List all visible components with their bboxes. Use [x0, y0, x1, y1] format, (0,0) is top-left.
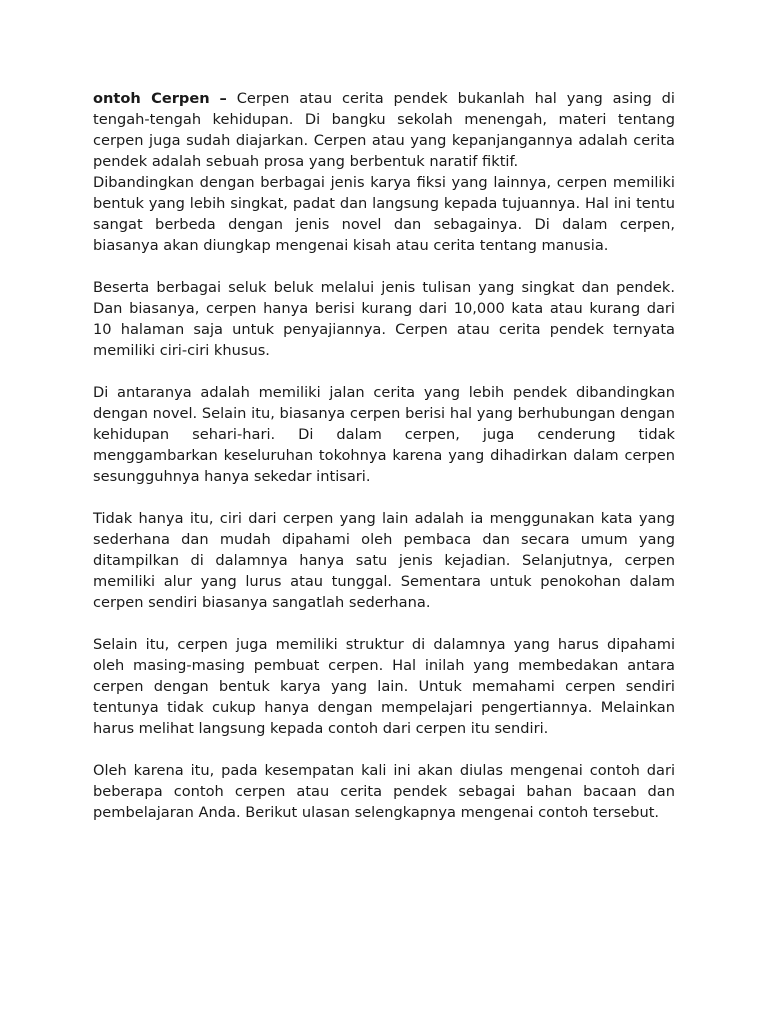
lead-title: ontoh Cerpen — [93, 90, 210, 107]
lead-dash: – — [219, 90, 227, 107]
paragraph-1-text: Cerpen atau cerita pendek bukanlah hal yang asing di tengah-tengah kehidupan. Di bangku sekolah menengah, materi tentang cerpen juga sudah diajarkan. Cerpen atau yang kepanjangannya adalah cerita pendek adalah sebuah prosa yang berbentuk naratif fiktif. — [93, 90, 675, 170]
paragraph-2: Dibandingkan dengan berbagai jenis karya fiksi yang lainnya, cerpen memiliki bentuk yang lebih singkat, padat dan langsung kepada tujuannya. Hal ini tentu sangat berbeda dengan jenis novel dan sebagainya. Di dalam cerpen, biasanya akan diungkap mengenai kisah atau cerita tentang manusia. — [93, 174, 675, 254]
paragraph-3: Beserta berbagai seluk beluk melalui jenis tulisan yang singkat dan pendek. Dan biasanya, cerpen hanya berisi kurang dari 10,000 kata atau kurang dari 10 halaman saja untuk penyajiannya. Cerpen atau cerita pendek ternyata memiliki ciri-ciri khusus. — [93, 279, 675, 359]
document-body — [93, 88, 675, 844]
paragraph-6: Selain itu, cerpen juga memiliki struktur di dalamnya yang harus dipahami oleh masing-masing pembuat cerpen. Hal inilah yang membedakan antara cerpen dengan bentuk karya yang lain. Untuk memahami cerpen sendiri tentunya tidak cukup hanya dengan mempelajari pengertiannya. Melainkan harus melihat langsung kepada contoh dari cerpen itu sendiri. — [93, 636, 675, 737]
paragraph-intro — [93, 88, 675, 172]
paragraph-7: Oleh karena itu, pada kesempatan kali ini akan diulas mengenai contoh dari beberapa contoh cerpen atau cerita pendek sebagai bahan bacaan dan pembelajaran Anda. Berikut ulasan selengkapnya mengenai contoh tersebut. — [93, 762, 675, 821]
paragraph-4: Di antaranya adalah memiliki jalan cerita yang lebih pendek dibandingkan dengan novel. Selain itu, biasanya cerpen berisi hal yang berhubungan dengan kehidupan sehari-hari. Di dalam cerpen, juga cenderung tidak menggambarkan keseluruhan tokohnya karena yang dihadirkan dalam cerpen sesungguhnya hanya sekedar intisari. — [93, 384, 675, 485]
paragraph-5: Tidak hanya itu, ciri dari cerpen yang lain adalah ia menggunakan kata yang sederhana dan mudah dipahami oleh pembaca dan secara umum yang ditampilkan di dalamnya hanya satu jenis kejadian. Selanjutnya, cerpen memiliki alur yang lurus atau tunggal. Sementara untuk penokohan dalam cerpen sendiri biasanya sangatlah sederhana. — [93, 510, 675, 611]
